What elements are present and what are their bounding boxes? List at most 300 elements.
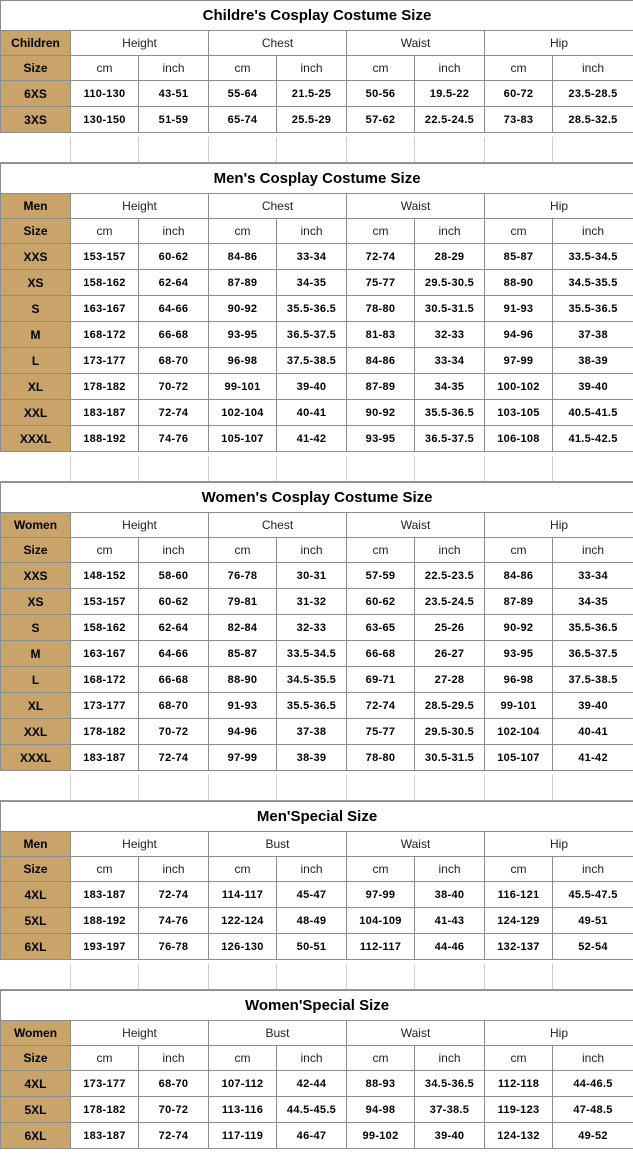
measurement-value: 33.5-34.5 [277, 641, 347, 667]
size-label: 6XS [1, 81, 71, 107]
measurement-value: 45.5-47.5 [553, 882, 633, 908]
measurement-value: 82-84 [209, 615, 277, 641]
unit-header: cm [209, 219, 277, 244]
size-label: 4XL [1, 1071, 71, 1097]
measurement-value: 112-118 [485, 1071, 553, 1097]
measurement-value: 96-98 [485, 667, 553, 693]
measure-group-header: Chest [209, 513, 347, 538]
measurement-value: 41.5-42.5 [553, 426, 633, 452]
measurement-value: 66-68 [347, 641, 415, 667]
table-row [1, 719, 633, 745]
size-column-header: Size [1, 219, 71, 244]
unit-header: inch [277, 219, 347, 244]
unit-header: cm [71, 56, 139, 81]
size-label: XL [1, 693, 71, 719]
unit-header: inch [277, 857, 347, 882]
size-label: XXS [1, 563, 71, 589]
measurement-value: 84-86 [209, 244, 277, 270]
measurement-value: 28-29 [415, 244, 485, 270]
measurement-value: 90-92 [209, 296, 277, 322]
measurement-value: 39-40 [277, 374, 347, 400]
unit-header: inch [553, 857, 633, 882]
measurement-value: 88-90 [209, 667, 277, 693]
table-row [1, 400, 633, 426]
measurement-value: 93-95 [485, 641, 553, 667]
measurement-value: 32-33 [277, 615, 347, 641]
unit-header: inch [415, 1046, 485, 1071]
measurement-value: 84-86 [347, 348, 415, 374]
table-title: Childre's Cosplay Costume Size [1, 1, 633, 31]
measurement-value: 37.5-38.5 [553, 667, 633, 693]
measurement-value: 178-182 [71, 719, 139, 745]
measurement-value: 88-90 [485, 270, 553, 296]
measurement-value: 39-40 [553, 693, 633, 719]
size-label: XS [1, 589, 71, 615]
measurement-value: 57-62 [347, 107, 415, 133]
unit-header: inch [139, 219, 209, 244]
measure-group-header: Height [71, 194, 209, 219]
table-row [1, 745, 633, 771]
measurement-value: 183-187 [71, 1123, 139, 1149]
measurement-value: 90-92 [347, 400, 415, 426]
size-label: XXS [1, 244, 71, 270]
measurement-value: 168-172 [71, 667, 139, 693]
measurement-value: 32-33 [415, 322, 485, 348]
measurement-value: 38-39 [553, 348, 633, 374]
measurement-value: 34-35 [277, 270, 347, 296]
measurement-value: 116-121 [485, 882, 553, 908]
measurement-value: 37-38.5 [415, 1097, 485, 1123]
measurement-value: 40-41 [553, 719, 633, 745]
unit-header: cm [209, 1046, 277, 1071]
measurement-value: 60-62 [139, 244, 209, 270]
measurement-value: 96-98 [209, 348, 277, 374]
measurement-value: 87-89 [347, 374, 415, 400]
table-row [1, 1123, 633, 1149]
measurement-value: 26-27 [415, 641, 485, 667]
size-label: M [1, 322, 71, 348]
measurement-value: 35.5-36.5 [415, 400, 485, 426]
size-label: 5XL [1, 908, 71, 934]
measure-group-header: Hip [485, 31, 633, 56]
measurement-value: 193-197 [71, 934, 139, 960]
unit-header: inch [277, 538, 347, 563]
unit-header: cm [71, 857, 139, 882]
measurement-value: 90-92 [485, 615, 553, 641]
size-label: XXXL [1, 426, 71, 452]
measurement-value: 148-152 [71, 563, 139, 589]
unit-header: cm [71, 219, 139, 244]
unit-header: cm [485, 538, 553, 563]
measurement-value: 173-177 [71, 693, 139, 719]
measurement-value: 42-44 [277, 1071, 347, 1097]
table-row [1, 322, 633, 348]
measure-group-header: Waist [347, 832, 485, 857]
table-row [1, 882, 633, 908]
measurement-value: 110-130 [71, 81, 139, 107]
size-table [0, 163, 633, 452]
measurement-value: 48-49 [277, 908, 347, 934]
measurement-value: 178-182 [71, 374, 139, 400]
size-label: 6XL [1, 1123, 71, 1149]
measurement-value: 50-56 [347, 81, 415, 107]
unit-header: inch [415, 56, 485, 81]
unit-header: inch [415, 857, 485, 882]
measurement-value: 34.5-35.5 [277, 667, 347, 693]
measurement-value: 66-68 [139, 322, 209, 348]
unit-header: cm [71, 1046, 139, 1071]
unit-header: inch [415, 219, 485, 244]
size-label: S [1, 615, 71, 641]
measurement-value: 70-72 [139, 1097, 209, 1123]
table-row [1, 426, 633, 452]
table-row [1, 1097, 633, 1123]
measurement-value: 44-46 [415, 934, 485, 960]
measurement-value: 64-66 [139, 641, 209, 667]
measurement-value: 50-51 [277, 934, 347, 960]
measurement-value: 100-102 [485, 374, 553, 400]
measurement-value: 94-96 [485, 322, 553, 348]
table-spacer [0, 456, 633, 482]
table-row [1, 589, 633, 615]
measurement-value: 70-72 [139, 374, 209, 400]
unit-header: inch [139, 538, 209, 563]
measurement-value: 58-60 [139, 563, 209, 589]
table-row [1, 934, 633, 960]
measurement-value: 102-104 [485, 719, 553, 745]
measure-group-header: Hip [485, 832, 633, 857]
measurement-value: 168-172 [71, 322, 139, 348]
table-row [1, 641, 633, 667]
measurement-value: 44.5-45.5 [277, 1097, 347, 1123]
measurement-value: 183-187 [71, 882, 139, 908]
measurement-value: 113-116 [209, 1097, 277, 1123]
measurement-value: 22.5-23.5 [415, 563, 485, 589]
measurement-value: 70-72 [139, 719, 209, 745]
measure-group-header: Height [71, 832, 209, 857]
measurement-value: 44-46.5 [553, 1071, 633, 1097]
measurement-value: 87-89 [485, 589, 553, 615]
measure-group-header: Chest [209, 194, 347, 219]
measurement-value: 105-107 [209, 426, 277, 452]
unit-header: cm [71, 538, 139, 563]
measurement-value: 57-59 [347, 563, 415, 589]
table-title: Men'Special Size [1, 802, 633, 832]
measure-group-header: Height [71, 1021, 209, 1046]
measurement-value: 158-162 [71, 615, 139, 641]
measurement-value: 64-66 [139, 296, 209, 322]
measure-group-header: Waist [347, 1021, 485, 1046]
measurement-value: 76-78 [139, 934, 209, 960]
table-title: Women'Special Size [1, 991, 633, 1021]
measurement-value: 41-42 [277, 426, 347, 452]
size-label: 6XL [1, 934, 71, 960]
measurement-value: 30-31 [277, 563, 347, 589]
measurement-value: 45-47 [277, 882, 347, 908]
measurement-value: 60-62 [347, 589, 415, 615]
table-row [1, 693, 633, 719]
measurement-value: 114-117 [209, 882, 277, 908]
measurement-value: 99-101 [485, 693, 553, 719]
measurement-value: 62-64 [139, 615, 209, 641]
unit-header: cm [347, 56, 415, 81]
measurement-value: 27-28 [415, 667, 485, 693]
measurement-value: 25-26 [415, 615, 485, 641]
measurement-value: 31-32 [277, 589, 347, 615]
measurement-value: 130-150 [71, 107, 139, 133]
measurement-value: 22.5-24.5 [415, 107, 485, 133]
measurement-value: 104-109 [347, 908, 415, 934]
measurement-value: 43-51 [139, 81, 209, 107]
measurement-value: 102-104 [209, 400, 277, 426]
measurement-value: 19.5-22 [415, 81, 485, 107]
unit-header: cm [485, 857, 553, 882]
measurement-value: 87-89 [209, 270, 277, 296]
measurement-value: 65-74 [209, 107, 277, 133]
size-column-header: Size [1, 1046, 71, 1071]
measurement-value: 23.5-28.5 [553, 81, 633, 107]
measure-group-header: Hip [485, 194, 633, 219]
measure-group-header: Bust [209, 832, 347, 857]
measurement-value: 72-74 [347, 693, 415, 719]
measure-group-header: Waist [347, 194, 485, 219]
measurement-value: 88-93 [347, 1071, 415, 1097]
measurement-value: 163-167 [71, 296, 139, 322]
unit-header: inch [277, 1046, 347, 1071]
category-label: Children [1, 31, 71, 56]
measurement-value: 34.5-36.5 [415, 1071, 485, 1097]
measurement-value: 33-34 [553, 563, 633, 589]
size-label: 4XL [1, 882, 71, 908]
size-label: XL [1, 374, 71, 400]
measurement-value: 39-40 [415, 1123, 485, 1149]
table-row [1, 615, 633, 641]
measurement-value: 30.5-31.5 [415, 745, 485, 771]
measurement-value: 99-102 [347, 1123, 415, 1149]
measurement-value: 97-99 [347, 882, 415, 908]
unit-header: inch [277, 56, 347, 81]
table-title: Men's Cosplay Costume Size [1, 164, 633, 194]
measurement-value: 103-105 [485, 400, 553, 426]
measurement-value: 73-83 [485, 107, 553, 133]
measurement-value: 105-107 [485, 745, 553, 771]
measurement-value: 173-177 [71, 348, 139, 374]
unit-header: cm [485, 1046, 553, 1071]
measure-group-header: Hip [485, 513, 633, 538]
measurement-value: 36.5-37.5 [277, 322, 347, 348]
measurement-value: 94-96 [209, 719, 277, 745]
measurement-value: 72-74 [139, 400, 209, 426]
measurement-value: 68-70 [139, 693, 209, 719]
table-row [1, 1071, 633, 1097]
table-row [1, 348, 633, 374]
measurement-value: 29.5-30.5 [415, 270, 485, 296]
measurement-value: 84-86 [485, 563, 553, 589]
size-label: M [1, 641, 71, 667]
size-label: L [1, 348, 71, 374]
unit-header: cm [347, 1046, 415, 1071]
measurement-value: 183-187 [71, 400, 139, 426]
measurement-value: 35.5-36.5 [277, 693, 347, 719]
measurement-value: 28.5-32.5 [553, 107, 633, 133]
measurement-value: 35.5-36.5 [553, 615, 633, 641]
measurement-value: 68-70 [139, 1071, 209, 1097]
measurement-value: 107-112 [209, 1071, 277, 1097]
unit-header: inch [553, 56, 633, 81]
measurement-value: 153-157 [71, 589, 139, 615]
measurement-value: 63-65 [347, 615, 415, 641]
unit-header: cm [347, 219, 415, 244]
measurement-value: 93-95 [347, 426, 415, 452]
unit-header: cm [209, 538, 277, 563]
size-label: XXL [1, 719, 71, 745]
table-spacer [0, 137, 633, 163]
size-column-header: Size [1, 538, 71, 563]
unit-header: inch [553, 538, 633, 563]
measurement-value: 60-72 [485, 81, 553, 107]
measurement-value: 132-137 [485, 934, 553, 960]
measure-group-header: Chest [209, 31, 347, 56]
measurement-value: 93-95 [209, 322, 277, 348]
measurement-value: 85-87 [209, 641, 277, 667]
measurement-value: 78-80 [347, 745, 415, 771]
measurement-value: 81-83 [347, 322, 415, 348]
measurement-value: 35.5-36.5 [553, 296, 633, 322]
measurement-value: 30.5-31.5 [415, 296, 485, 322]
measurement-value: 46-47 [277, 1123, 347, 1149]
measurement-value: 91-93 [485, 296, 553, 322]
measurement-value: 33-34 [415, 348, 485, 374]
measurement-value: 117-119 [209, 1123, 277, 1149]
unit-header: inch [139, 857, 209, 882]
measurement-value: 188-192 [71, 426, 139, 452]
measurement-value: 36.5-37.5 [553, 641, 633, 667]
measurement-value: 37-38 [553, 322, 633, 348]
unit-header: inch [553, 1046, 633, 1071]
measurement-value: 76-78 [209, 563, 277, 589]
size-label: XS [1, 270, 71, 296]
measurement-value: 34-35 [553, 589, 633, 615]
size-column-header: Size [1, 56, 71, 81]
measurement-value: 52-54 [553, 934, 633, 960]
table-row [1, 374, 633, 400]
table-row [1, 270, 633, 296]
measurement-value: 75-77 [347, 270, 415, 296]
measurement-value: 75-77 [347, 719, 415, 745]
table-spacer [0, 775, 633, 801]
measurement-value: 47-48.5 [553, 1097, 633, 1123]
measurement-value: 38-40 [415, 882, 485, 908]
measurement-value: 33-34 [277, 244, 347, 270]
size-table [0, 990, 633, 1149]
size-table [0, 801, 633, 960]
measurement-value: 40-41 [277, 400, 347, 426]
measurement-value: 72-74 [139, 1123, 209, 1149]
unit-header: cm [209, 56, 277, 81]
measurement-value: 23.5-24.5 [415, 589, 485, 615]
measurement-value: 55-64 [209, 81, 277, 107]
table-row [1, 667, 633, 693]
measurement-value: 94-98 [347, 1097, 415, 1123]
measurement-value: 49-52 [553, 1123, 633, 1149]
size-label: XXL [1, 400, 71, 426]
measurement-value: 21.5-25 [277, 81, 347, 107]
measurement-value: 78-80 [347, 296, 415, 322]
unit-header: inch [139, 56, 209, 81]
size-label: S [1, 296, 71, 322]
measurement-value: 126-130 [209, 934, 277, 960]
size-label: 5XL [1, 1097, 71, 1123]
measurement-value: 37.5-38.5 [277, 348, 347, 374]
measurement-value: 163-167 [71, 641, 139, 667]
measurement-value: 35.5-36.5 [277, 296, 347, 322]
unit-header: inch [553, 219, 633, 244]
measurement-value: 173-177 [71, 1071, 139, 1097]
measurement-value: 97-99 [209, 745, 277, 771]
measurement-value: 124-132 [485, 1123, 553, 1149]
table-row [1, 81, 633, 107]
measurement-value: 72-74 [139, 882, 209, 908]
size-label: XXXL [1, 745, 71, 771]
measurement-value: 74-76 [139, 908, 209, 934]
measurement-value: 49-51 [553, 908, 633, 934]
measurement-value: 33.5-34.5 [553, 244, 633, 270]
measurement-value: 41-42 [553, 745, 633, 771]
table-row [1, 296, 633, 322]
measurement-value: 72-74 [347, 244, 415, 270]
measurement-value: 28.5-29.5 [415, 693, 485, 719]
measurement-value: 39-40 [553, 374, 633, 400]
category-label: Women [1, 1021, 71, 1046]
measurement-value: 25.5-29 [277, 107, 347, 133]
measurement-value: 153-157 [71, 244, 139, 270]
size-table [0, 482, 633, 771]
size-label: 3XS [1, 107, 71, 133]
measure-group-header: Hip [485, 1021, 633, 1046]
measure-group-header: Bust [209, 1021, 347, 1046]
measurement-value: 74-76 [139, 426, 209, 452]
measure-group-header: Waist [347, 513, 485, 538]
measurement-value: 37-38 [277, 719, 347, 745]
table-row [1, 107, 633, 133]
measurement-value: 34.5-35.5 [553, 270, 633, 296]
measurement-value: 38-39 [277, 745, 347, 771]
measurement-value: 112-117 [347, 934, 415, 960]
measure-group-header: Waist [347, 31, 485, 56]
unit-header: cm [347, 538, 415, 563]
measurement-value: 158-162 [71, 270, 139, 296]
measurement-value: 69-71 [347, 667, 415, 693]
measurement-value: 36.5-37.5 [415, 426, 485, 452]
table-row [1, 563, 633, 589]
measurement-value: 60-62 [139, 589, 209, 615]
unit-header: cm [347, 857, 415, 882]
measurement-value: 66-68 [139, 667, 209, 693]
measurement-value: 122-124 [209, 908, 277, 934]
measure-group-header: Height [71, 31, 209, 56]
size-table [0, 0, 633, 133]
measurement-value: 41-43 [415, 908, 485, 934]
size-column-header: Size [1, 857, 71, 882]
category-label: Men [1, 194, 71, 219]
measurement-value: 79-81 [209, 589, 277, 615]
unit-header: cm [485, 219, 553, 244]
measurement-value: 91-93 [209, 693, 277, 719]
measurement-value: 99-101 [209, 374, 277, 400]
unit-header: cm [485, 56, 553, 81]
category-label: Women [1, 513, 71, 538]
measurement-value: 72-74 [139, 745, 209, 771]
